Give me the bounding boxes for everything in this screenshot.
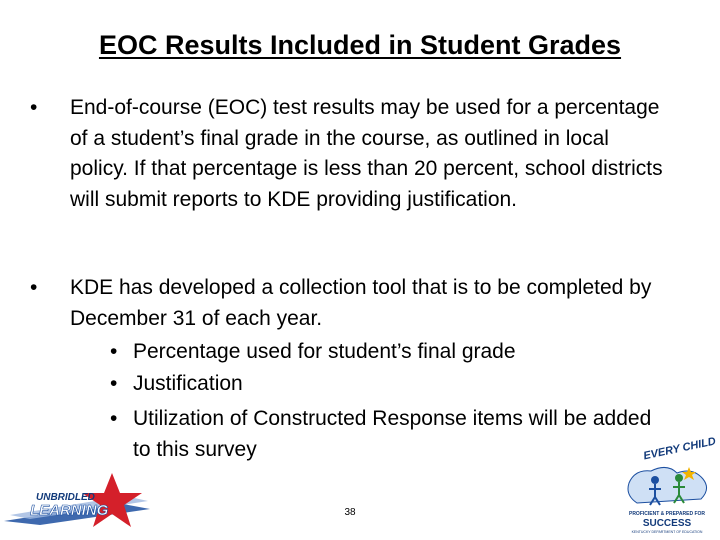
sub-bullet-text: Justification (133, 372, 243, 395)
logo-left-line1: UNBRIDLED (36, 492, 95, 503)
bullet-marker: • (110, 407, 118, 430)
sub-bullet-item (110, 404, 670, 465)
slide-title: EOC Results Included in Student Grades (98, 30, 622, 60)
every-child-logo (615, 433, 720, 540)
logo-right-bottom-word: SUCCESS (642, 518, 692, 529)
sub-bullet-item (110, 337, 670, 368)
logo-right-tagline: KENTUCKY DEPARTMENT OF EDUCATION (631, 530, 703, 534)
bullet-text: End-of-course (EOC) test results may be used for a percentage of a student’s final grade in the course, as outlined in local policy. If that percentage is less than 20 percent, school districts will submit reports to KDE providing justification. (70, 96, 663, 211)
bullet-item (30, 93, 670, 215)
bullet-item (30, 273, 670, 334)
logo-left-line2: LEARNING (30, 502, 109, 519)
bullet-marker: • (30, 96, 38, 119)
bullet-marker: • (30, 276, 38, 299)
logo-right-top-text: EVERY CHILD (642, 435, 717, 463)
logo-right-bottom-text: PROFICIENT & PREPARED FOR (628, 511, 706, 517)
sub-bullet-item (110, 369, 670, 400)
sub-bullet-text: Utilization of Constructed Response items will be added to this survey (133, 407, 652, 461)
unbridled-learning-logo (0, 465, 160, 540)
bullet-marker: • (110, 372, 118, 395)
sub-bullet-text: Percentage used for student’s final grade (133, 340, 516, 363)
page-number: 38 (344, 507, 356, 518)
bullet-text: KDE has developed a collection tool that is to be completed by December 31 of each year. (70, 276, 652, 330)
bullet-marker: • (110, 340, 118, 363)
